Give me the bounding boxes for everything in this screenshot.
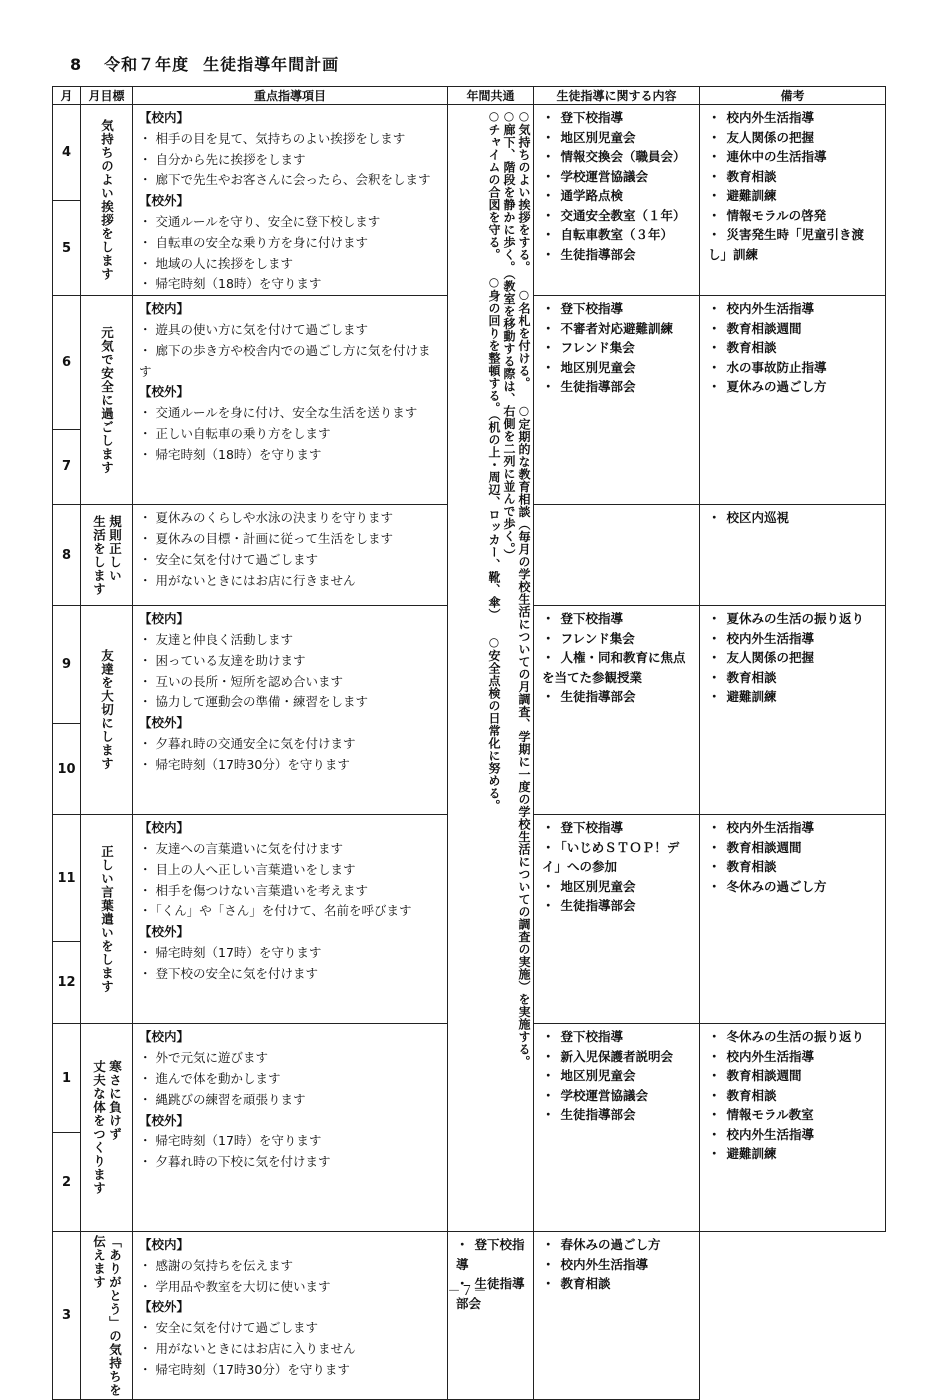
list-item: ・ 教育相談週間 <box>708 319 879 339</box>
list-item: ・ 帰宅時刻（17時）を守ります <box>139 943 441 964</box>
goal-cell <box>81 296 133 505</box>
list-item: ・ 自分から先に挨拶をします <box>139 150 441 171</box>
notes-list <box>700 296 885 397</box>
header-common: 年間共通 <box>448 87 534 105</box>
priority-items <box>133 1232 447 1381</box>
list-item: ・ 冬休みの生活の振り返り <box>708 1027 879 1047</box>
list-item: ・ 学校運営協議会 <box>542 1086 693 1106</box>
list-item: ・ 交通ルールを身に付け、安全な生活を送ります <box>139 403 441 424</box>
notes-cell <box>700 505 886 606</box>
guidance-content-cell <box>534 296 700 505</box>
goal-cell <box>81 1232 133 1400</box>
list-item: ・ 教育相談 <box>708 338 879 358</box>
list-item: ・ 感謝の気持ちを伝えます <box>139 1256 441 1277</box>
month-cell: 3 <box>53 1232 81 1400</box>
list-item: ・ 困っている友達を助けます <box>139 651 441 672</box>
list-item: ・ 友人関係の把握 <box>708 128 879 148</box>
notes-cell <box>700 606 886 815</box>
notes-cell <box>700 815 886 1024</box>
goal-line: 正しい言葉遣いをします <box>99 845 115 994</box>
list-item: ・ 地区別児童会 <box>542 1066 693 1086</box>
goal-line: 友達を大切にします <box>99 649 115 771</box>
notes-cell <box>700 1024 886 1232</box>
guidance-content-cell <box>448 1232 534 1400</box>
guidance-content-list <box>534 105 699 264</box>
list-item: ・ 帰宅時刻（17時）を守ります <box>139 1131 441 1152</box>
goal-cell <box>81 606 133 815</box>
month-row <box>53 1232 886 1400</box>
section-header: 【校外】 <box>139 384 190 400</box>
notes-cell <box>700 296 886 505</box>
goal-cell <box>81 505 133 606</box>
month-cell: 9 <box>53 606 81 724</box>
guidance-content-list <box>534 606 699 707</box>
list-item: ・ 校内外生活指導 <box>708 1125 879 1145</box>
section-header: 【校内】 <box>139 1029 190 1045</box>
plan-body <box>53 105 886 1400</box>
list-item: ・ 協力して運動会の準備・練習をします <box>139 692 441 713</box>
list-item: ・ 夏休みの過ごし方 <box>708 377 879 397</box>
list-item: ・ 帰宅時刻（18時）を守ります <box>139 274 441 295</box>
list-item: ・ 校内外生活指導 <box>708 299 879 319</box>
goal-line: 寒さに負けず <box>107 1060 123 1142</box>
common-segment: ○廊下、階段を静かに歩く。（教室を移動する際は、右側を二列に並んで歩く。） <box>502 109 516 562</box>
header-items: 重点指導項目 <box>133 87 448 105</box>
list-item: ・ 友人関係の把握 <box>708 648 879 668</box>
list-item: ・ 進んで体を動かします <box>139 1069 441 1090</box>
list-item: ・ 校内外生活指導 <box>542 1255 693 1275</box>
goal-line: 気持ちのよい挨拶をします <box>99 119 115 282</box>
list-item: ・ 登下校指導 <box>542 1027 693 1047</box>
goal-line: 規則正しい <box>107 514 123 583</box>
header-month: 月 <box>53 87 81 105</box>
priority-items <box>133 1024 447 1173</box>
list-item: ・ 生徒指導部会 <box>542 245 693 265</box>
list-item: ・ 正しい自転車の乗り方をします <box>139 424 441 445</box>
notes-list <box>700 606 885 707</box>
common-segment: ○名札を付ける。 <box>517 287 531 390</box>
priority-items-cell <box>133 105 448 296</box>
list-item: ・ 水の事故防止指導 <box>708 358 879 378</box>
priority-items-cell <box>133 296 448 505</box>
header-notes: 備考 <box>700 87 886 105</box>
list-item: ・ 教育相談 <box>542 1274 693 1294</box>
priority-items-cell <box>133 606 448 815</box>
month-cell: 5 <box>53 201 81 296</box>
list-item: ・ 地区別児童会 <box>542 358 693 378</box>
list-item: ・ 目上の人へ正しい言葉遣いをします <box>139 860 441 881</box>
list-item: ・ 生徒指導部会 <box>456 1274 527 1313</box>
list-item: ・ 避難訓練 <box>708 1144 879 1164</box>
list-item: ・ 用がないときにはお店に入りません <box>139 1339 441 1360</box>
list-item: ・ 登下校指導 <box>542 818 693 838</box>
list-item: ・ 人権・同和教育に焦点を当てた参観授業 <box>542 648 693 687</box>
list-item: ・ 教育相談 <box>708 1086 879 1106</box>
common-segment: ○安全点検の日常化に努める。 <box>487 635 501 812</box>
list-item: ・ 生徒指導部会 <box>542 377 693 397</box>
list-item: ・ 帰宅時刻（17時30分）を守ります <box>139 1360 441 1381</box>
list-item: ・ 帰宅時刻（17時30分）を守ります <box>139 755 441 776</box>
section-header: 【校外】 <box>139 715 190 731</box>
goal-text <box>81 845 132 994</box>
list-item: ・ 学校運営協議会 <box>542 167 693 187</box>
priority-items <box>133 296 447 465</box>
list-item: ・ 生徒指導部会 <box>542 1105 693 1125</box>
common-segment: ○チャイムの合図を守る。 <box>487 109 501 261</box>
month-cell: 1 <box>53 1024 81 1133</box>
guidance-content-cell <box>534 505 700 606</box>
list-item: ・ 友達への言葉遣いに気を付けます <box>139 839 441 860</box>
list-item: ・ フレンド集会 <box>542 629 693 649</box>
list-item: ・ 用がないときにはお店に行きません <box>139 571 441 592</box>
common-line <box>516 109 531 1068</box>
list-item: ・ 外で元気に遊びます <box>139 1048 441 1069</box>
common-line <box>486 109 501 1068</box>
priority-items <box>133 606 447 775</box>
list-item: ・ 避難訓練 <box>708 186 879 206</box>
list-item: ・ 廊下の歩き方や校舎内での過ごし方に気を付けます <box>139 341 441 383</box>
month-cell: 7 <box>53 429 81 505</box>
common-segment: ○定期的な教育相談（毎月の学校生活についての月調査、学期に一度の学校生活についての調査の実施）を実施する。 <box>517 403 531 1068</box>
guidance-content-cell <box>534 606 700 815</box>
list-item: ・ 学用品や教室を大切に使います <box>139 1277 441 1298</box>
priority-items-cell <box>133 1024 448 1232</box>
section-header: 【校内】 <box>139 611 190 627</box>
list-item: ・ 登下校指導 <box>542 609 693 629</box>
list-item: ・ 互いの長所・短所を認め合います <box>139 672 441 693</box>
list-item: ・ 夏休みのくらしや水泳の決まりを守ります <box>139 508 441 529</box>
goal-text <box>81 1235 132 1397</box>
list-item: ・ 地域の人に挨拶をします <box>139 254 441 275</box>
list-item: ・ 教育相談週間 <box>708 1066 879 1086</box>
list-item: ・ 登下校の安全に気を付けます <box>139 964 441 985</box>
notes-list <box>700 505 885 528</box>
goal-cell <box>81 815 133 1024</box>
common-cell <box>448 105 534 1232</box>
common-segment: ○身の回りを整頓する。（机の上・周辺、ロッカー、靴、傘） <box>487 275 501 621</box>
page-title <box>70 52 339 75</box>
list-item: ・ 友達と仲良く活動します <box>139 630 441 651</box>
annual-plan-table <box>52 86 886 1400</box>
goal-line: 伝えます <box>91 1234 107 1289</box>
common-line <box>501 109 516 1068</box>
guidance-content-list <box>534 505 699 508</box>
list-item: ・ 夏休みの生活の振り返り <box>708 609 879 629</box>
notes-list <box>700 105 885 264</box>
section-header: 【校内】 <box>139 820 190 836</box>
list-item: ・ 教育相談 <box>708 167 879 187</box>
month-cell: 10 <box>53 723 81 814</box>
list-item: ・ 避難訓練 <box>708 687 879 707</box>
goal-line: 「ありがとう」の気持ちを <box>107 1234 123 1397</box>
section-header: 【校外】 <box>139 924 190 940</box>
month-cell: 11 <box>53 815 81 942</box>
list-item: ・ 地区別児童会 <box>542 877 693 897</box>
list-item: ・ 連休中の生活指導 <box>708 147 879 167</box>
guidance-content-cell <box>534 1024 700 1232</box>
list-item: ・ 教育相談 <box>708 668 879 688</box>
section-header: 【校外】 <box>139 1112 190 1128</box>
month-cell: 6 <box>53 296 81 430</box>
section-header: 【校内】 <box>139 110 190 125</box>
goal-text <box>81 326 132 475</box>
list-item: ・ 帰宅時刻（18時）を守ります <box>139 445 441 466</box>
goal-line: 元気で安全に過ごします <box>99 325 115 475</box>
notes-cell <box>534 1232 700 1400</box>
list-item: ・ 生徒指導部会 <box>542 896 693 916</box>
list-item: ・ フレンド集会 <box>542 338 693 358</box>
section-header: 【校外】 <box>139 193 190 209</box>
header-goal: 月目標 <box>81 87 133 105</box>
list-item: ・ 交通ルールを守り、安全に登下校します <box>139 212 441 233</box>
section-number: 8 <box>70 55 83 74</box>
goal-text <box>81 119 132 281</box>
goal-text <box>81 649 132 771</box>
list-item: ・ 不審者対応避難訓練 <box>542 319 693 339</box>
list-item: ・ 教育相談週間 <box>708 838 879 858</box>
plan-name: 生徒指導年間計画 <box>203 55 340 74</box>
guidance-content-list <box>534 296 699 397</box>
month-cell: 4 <box>53 105 81 201</box>
priority-items <box>133 815 447 984</box>
goal-cell <box>81 105 133 296</box>
month-cell: 12 <box>53 942 81 1024</box>
list-item: ・ 情報交換会（職員会） <box>542 147 693 167</box>
common-segment: ○気持ちのよい挨拶をする。 <box>517 109 531 274</box>
priority-items-cell <box>133 505 448 606</box>
page-number: －７－ <box>447 1284 487 1299</box>
section-header: 【校内】 <box>139 301 190 317</box>
list-item: ・ 校内外生活指導 <box>708 818 879 838</box>
month-cell: 2 <box>53 1133 81 1232</box>
fiscal-year: 令和７年度 <box>104 55 190 74</box>
list-item: ・ 春休みの過ごし方 <box>542 1235 693 1255</box>
list-item: ・ 相手の目を見て、気持ちのよい挨拶をします <box>139 129 441 150</box>
list-item: ・ 登下校指導 <box>542 299 693 319</box>
header-content: 生徒指導に関する内容 <box>534 87 700 105</box>
list-item: ・ 自転車教室（３年） <box>542 225 693 245</box>
list-item: ・ 登下校指導 <box>456 1235 527 1274</box>
list-item: ・ 「くん」や「さん」を付けて、名前を呼びます <box>139 901 441 922</box>
list-item: ・ 校内外生活指導 <box>708 629 879 649</box>
month-cell: 8 <box>53 505 81 606</box>
list-item: ・ 新入児保護者説明会 <box>542 1047 693 1067</box>
list-item: ・ 情報モラル教室 <box>708 1105 879 1125</box>
notes-list <box>700 815 885 896</box>
priority-items <box>133 505 447 591</box>
goal-text <box>81 1060 132 1195</box>
list-item: ・ 交通安全教室（１年） <box>542 206 693 226</box>
list-item: ・ 地区別児童会 <box>542 128 693 148</box>
notes-list <box>700 1024 885 1164</box>
list-item: ・ 冬休みの過ごし方 <box>708 877 879 897</box>
list-item: ・ 校内外生活指導 <box>708 108 879 128</box>
list-item: ・ 登下校指導 <box>542 108 693 128</box>
list-item: ・ 自転車の安全な乗り方を身に付けます <box>139 233 441 254</box>
list-item: ・ 夏休みの目標・計画に従って生活をします <box>139 529 441 550</box>
list-item: ・ 遊具の使い方に気を付けて過ごします <box>139 320 441 341</box>
list-item: ・ 夕暮れ時の交通安全に気を付けます <box>139 734 441 755</box>
list-item: ・ 安全に気を付けて過ごします <box>139 550 441 571</box>
guidance-content-cell <box>534 105 700 296</box>
header-row <box>53 87 886 105</box>
guidance-content-list <box>534 815 699 916</box>
section-header: 【校内】 <box>139 1237 190 1252</box>
priority-items-cell <box>133 1232 448 1400</box>
guidance-content-list <box>534 1024 699 1125</box>
list-item: ・ 教育相談 <box>708 857 879 877</box>
list-item: ・ 災害発生時「児童引き渡し」訓練 <box>708 225 879 264</box>
notes-cell <box>700 105 886 296</box>
goal-line: 丈夫な体をつくります <box>91 1060 107 1196</box>
list-item: ・ 安全に気を付けて過ごします <box>139 1318 441 1339</box>
list-item: ・ 相手を傷つけない言葉遣いを考えます <box>139 881 441 902</box>
priority-items <box>133 105 447 295</box>
goal-line: 生活をします <box>91 514 107 596</box>
guidance-content-list <box>448 1232 533 1313</box>
guidance-content-cell <box>534 815 700 1024</box>
section-header: 【校外】 <box>139 1299 190 1315</box>
goal-text <box>81 515 132 596</box>
list-item: ・ 「いじめＳＴＯＰ！デイ」への参加 <box>542 838 693 877</box>
list-item: ・ 廊下で先生やお客さんに会ったら、会釈をします <box>139 170 441 191</box>
list-item: ・ 情報モラルの啓発 <box>708 206 879 226</box>
list-item: ・ 校内外生活指導 <box>708 1047 879 1067</box>
list-item: ・ 生徒指導部会 <box>542 687 693 707</box>
list-item: ・ 通学路点検 <box>542 186 693 206</box>
goal-cell <box>81 1024 133 1232</box>
list-item: ・ 縄跳びの練習を頑張ります <box>139 1090 441 1111</box>
month-row <box>53 105 886 201</box>
list-item: ・ 校区内巡視 <box>708 508 879 528</box>
priority-items-cell <box>133 815 448 1024</box>
list-item: ・ 夕暮れ時の下校に気を付けます <box>139 1152 441 1173</box>
common-text <box>486 109 531 1068</box>
